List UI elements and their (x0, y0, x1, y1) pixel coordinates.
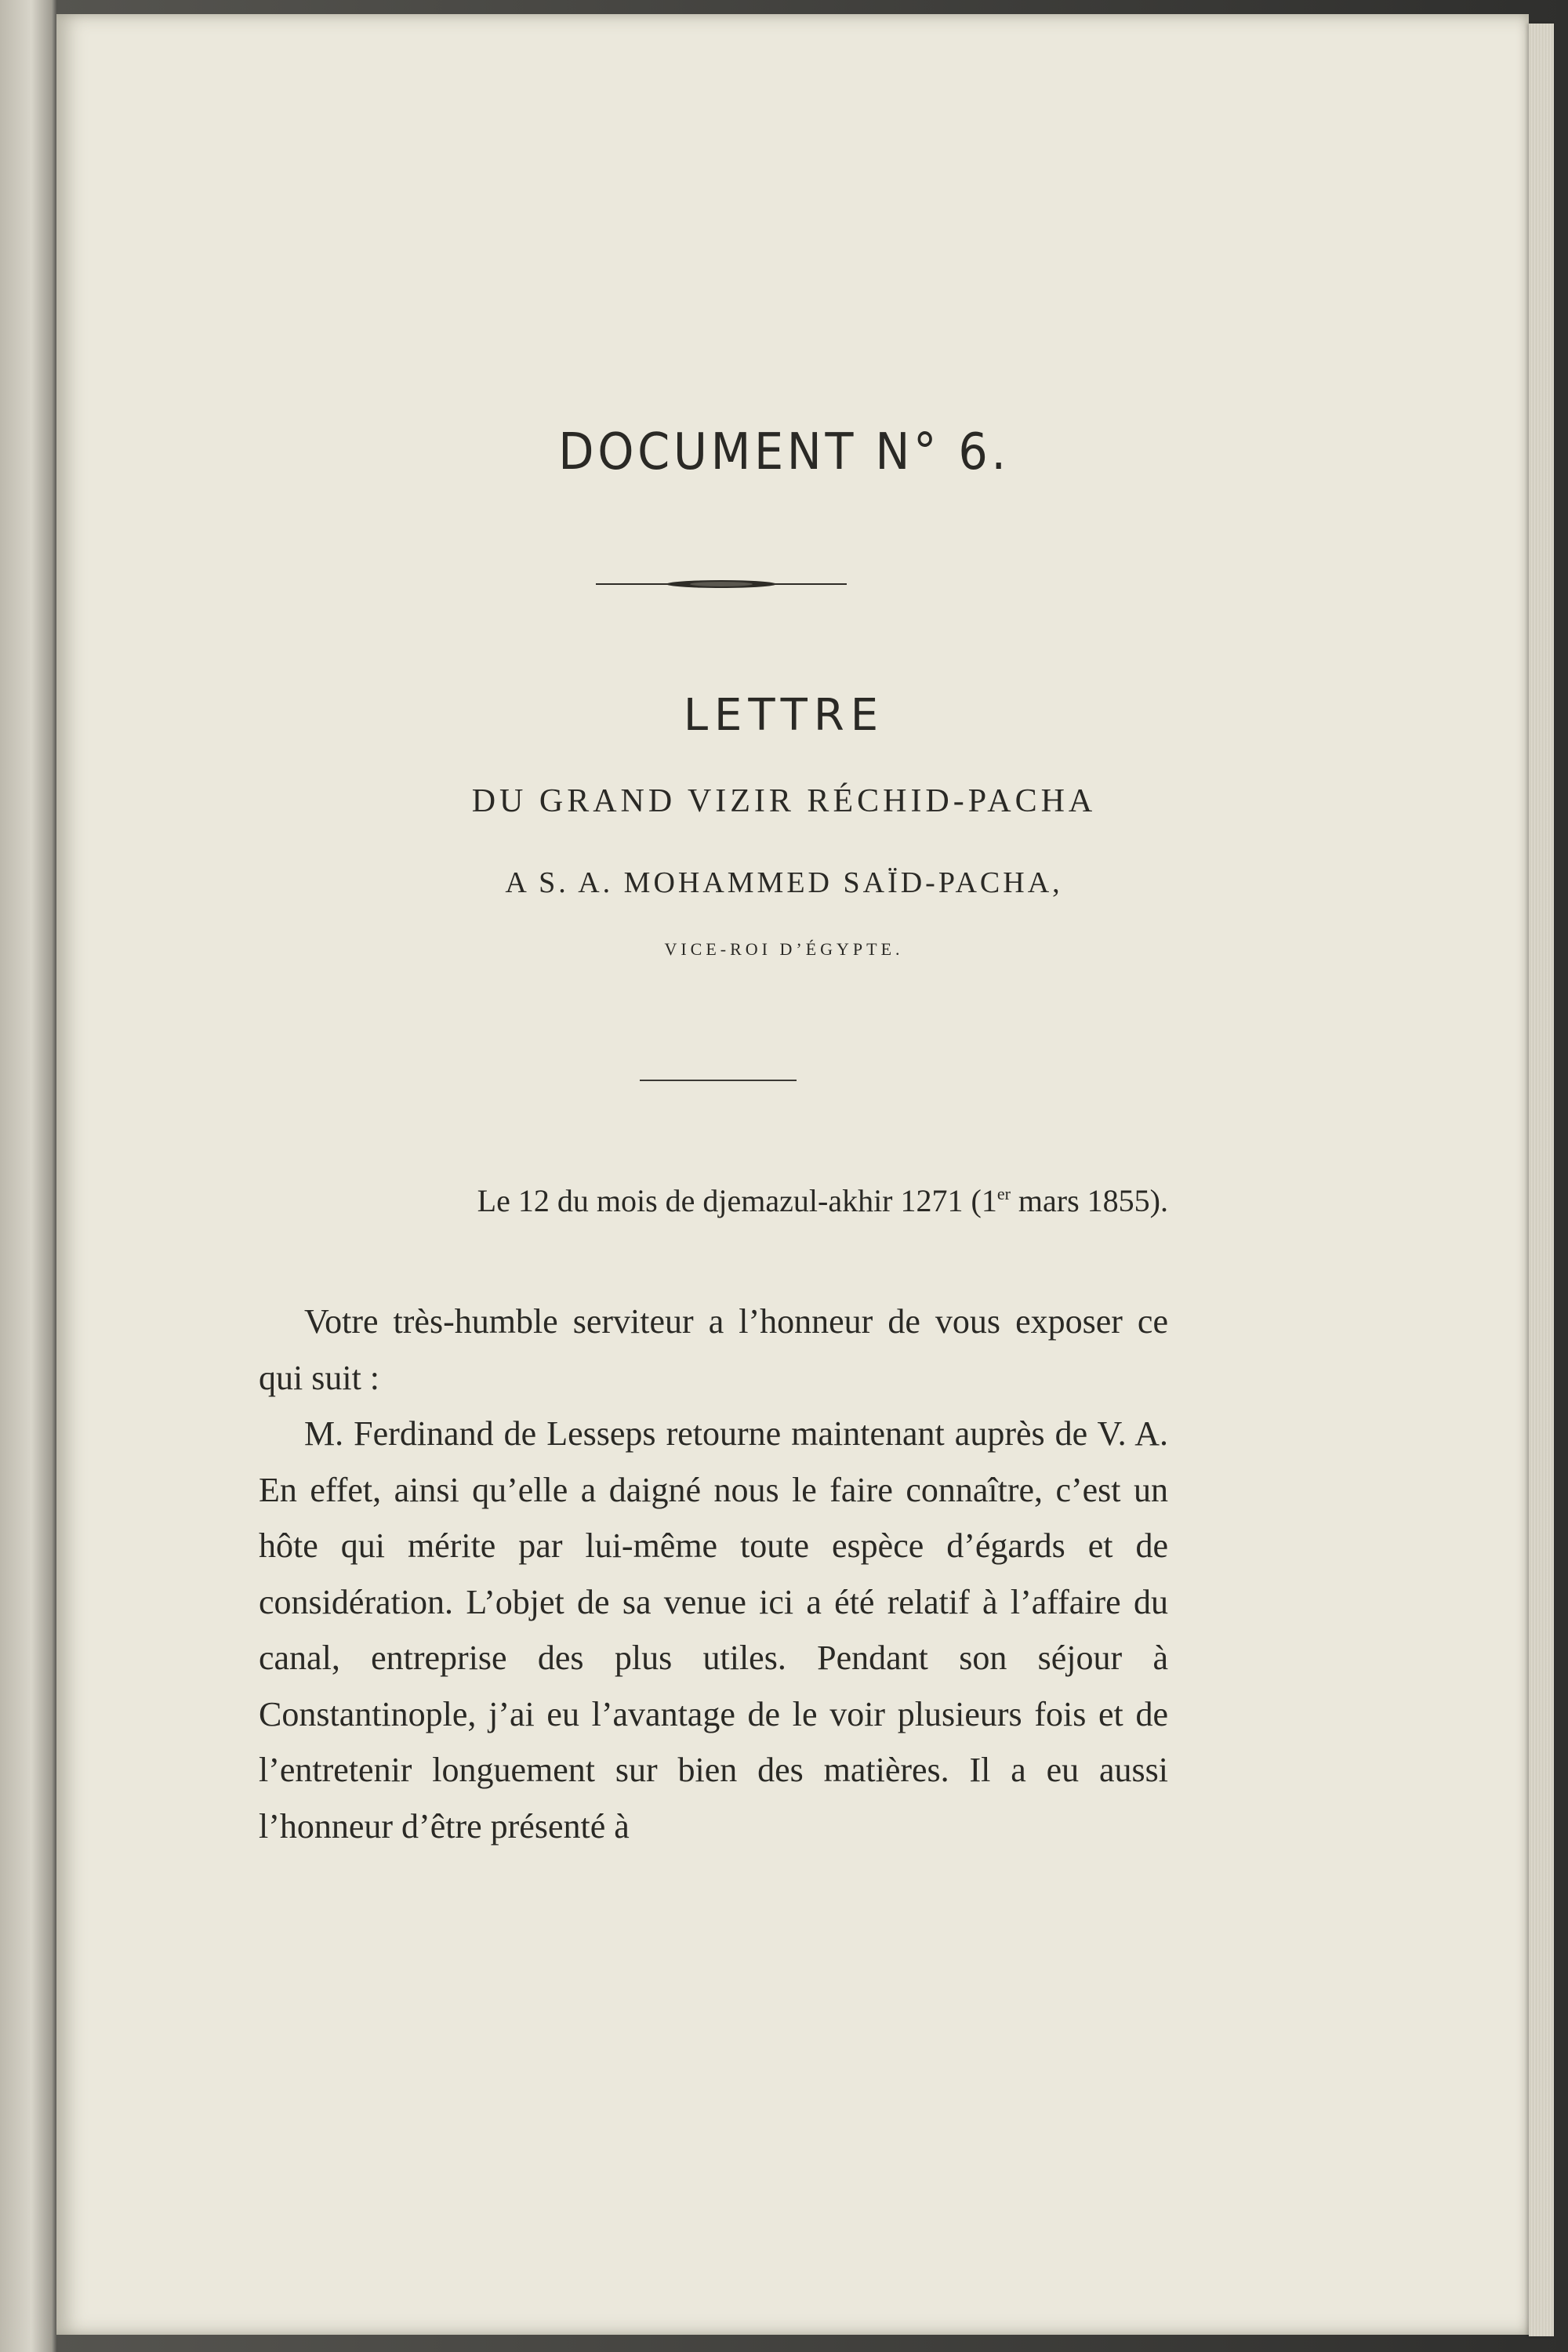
subtitle-recipient: A S. A. MOHAMMED SAÏD-PACHA, (505, 866, 1063, 899)
ornament-divider (596, 579, 847, 590)
letter-body (259, 1294, 1168, 1854)
date-prefix: Le 12 du mois de djemazul-akhir 1271 (1 (477, 1183, 997, 1218)
date-superscript: er (996, 1184, 1011, 1203)
section-rule (640, 1080, 797, 1081)
date-suffix: mars 1855). (1010, 1183, 1168, 1218)
page (56, 14, 1529, 2335)
paragraph: M. Ferdinand de Lesseps retourne maintenant auprès de V. A. En effet, ainsi qu’elle a daigné nous le faire connaître, c’est un hôte qui mérite par lui-même toute espèce d’égards et de considération. L’objet de sa venue ici a été relatif à l’affaire du canal, entreprise des plus utiles. Pendant son séjour à Constantinople, j’ai eu l’avantage de le voir plusieurs fois et de l’entretenir longuement sur bien des matières. Il a eu aussi l’honneur d’être présenté à (259, 1414, 1168, 1846)
paragraph: Votre très-humble serviteur a l’honneur de vous exposer ce qui suit : (259, 1302, 1168, 1397)
left-page-edge (0, 0, 56, 2352)
date-line (345, 1182, 1168, 1219)
subtitle-title: VICE-ROI D’ÉGYPTE. (664, 939, 904, 959)
page-edge-stack (1529, 24, 1554, 2336)
letter-heading: LETTRE (683, 690, 885, 741)
document-title: DOCUMENT N° 6. (558, 423, 1010, 481)
subtitle-sender: DU GRAND VIZIR RÉCHID-PACHA (471, 783, 1097, 819)
